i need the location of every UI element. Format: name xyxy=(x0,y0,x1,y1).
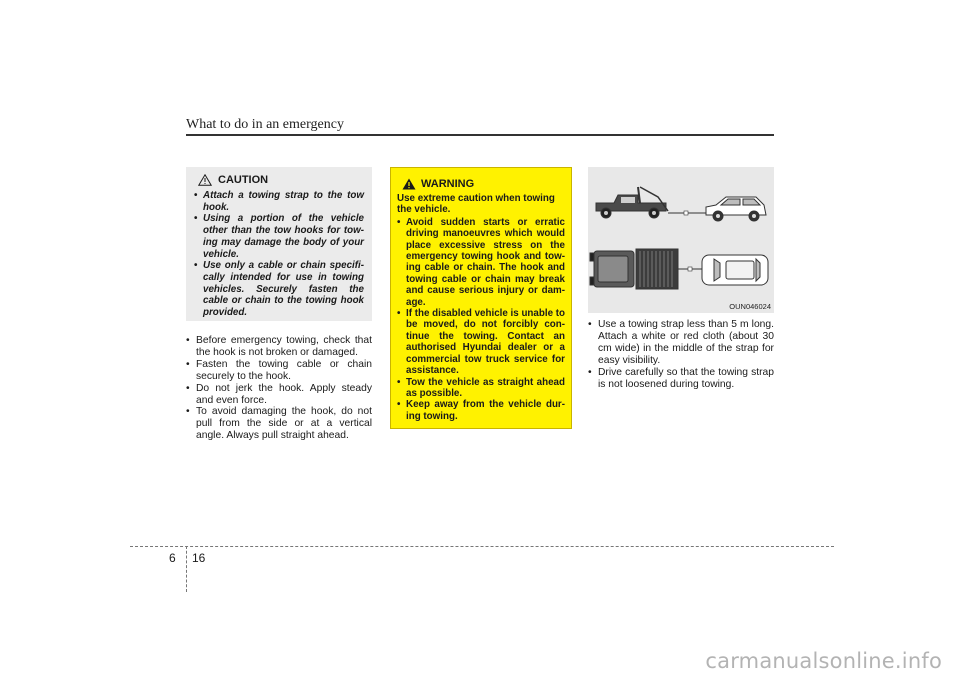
warning-item: • Tow the vehicle as straight ahead as possible. xyxy=(397,377,565,400)
towing-illustration xyxy=(588,167,774,313)
tow-truck-top-view xyxy=(590,249,678,289)
warning-item: • Avoid sudden starts or erratic driving manoeuvres which would place excessive stress on the emergency towing hook and tow-ing cable or chain. The hook and towing cable or chain may break and cause serious injury or dam-age. xyxy=(397,217,565,308)
watermark: carmanualsonline.info xyxy=(705,649,942,673)
list-item: • Drive carefully so that the towing strap is not loosened during towing. xyxy=(588,367,774,391)
list-item: • Use a towing strap less than 5 m long. Attach a white or red cloth (about 30 cm wide) in the middle of the strap for easy visibility. xyxy=(588,319,774,367)
list-item: • Before emergency towing, check that the hook is not broken or damaged. xyxy=(186,335,372,359)
section-title: What to do in an emergency xyxy=(186,117,344,132)
warning-title: WARNING xyxy=(421,177,475,190)
chapter-number: 6 xyxy=(169,551,176,565)
caution-item: • Using a portion of the vehicle other than the tow hooks for tow-ing may damage the body of your vehicle. xyxy=(194,213,364,260)
warning-box xyxy=(390,167,572,429)
caution-item: • Attach a towing strap to the tow hook. xyxy=(194,190,364,213)
strap-cloth-top xyxy=(688,267,692,271)
strap-cloth-side xyxy=(684,211,688,215)
figure-code: OUN046024 xyxy=(729,302,771,311)
warning-header xyxy=(402,176,565,191)
warning-intro: Use extreme caution when towing the vehicle. xyxy=(397,193,555,216)
footer-vertical-rule xyxy=(186,546,187,592)
warning-item: • Keep away from the vehicle dur-ing towing. xyxy=(397,399,565,422)
towed-car-side-view xyxy=(706,197,766,221)
caution-header xyxy=(198,173,364,187)
caution-box xyxy=(186,167,372,321)
list-item: • Fasten the towing cable or chain securely to the hook. xyxy=(186,359,372,383)
list-item: • Do not jerk the hook. Apply steady and even force. xyxy=(186,383,372,407)
towing-instructions-list xyxy=(186,335,372,442)
caution-list xyxy=(194,190,364,319)
towed-car-top-view xyxy=(702,255,768,285)
page-number: 16 xyxy=(192,551,206,565)
footer-rule xyxy=(130,546,834,547)
tow-truck-side-view xyxy=(596,187,668,218)
towing-diagram xyxy=(588,167,774,313)
caution-triangle-icon xyxy=(198,174,212,186)
caution-item: • Use only a cable or chain specifi-cally intended for use in towing vehicles. Securely fasten the cable or chain to the towing hook provided. xyxy=(194,260,364,319)
list-item: • To avoid damaging the hook, do not pull from the side or at a vertical angle. Always pull straight ahead. xyxy=(186,406,372,442)
warning-triangle-icon xyxy=(402,178,416,190)
caution-title: CAUTION xyxy=(218,174,269,186)
warning-item: • If the disabled vehicle is unable to be moved, do not forcibly con-tinue the towing. Contact an authorised Hyundai dealer or a commercial tow truck service for assistance. xyxy=(397,308,565,376)
header-rule xyxy=(186,134,774,136)
towing-strap-list xyxy=(588,319,774,390)
warning-list xyxy=(397,217,565,422)
